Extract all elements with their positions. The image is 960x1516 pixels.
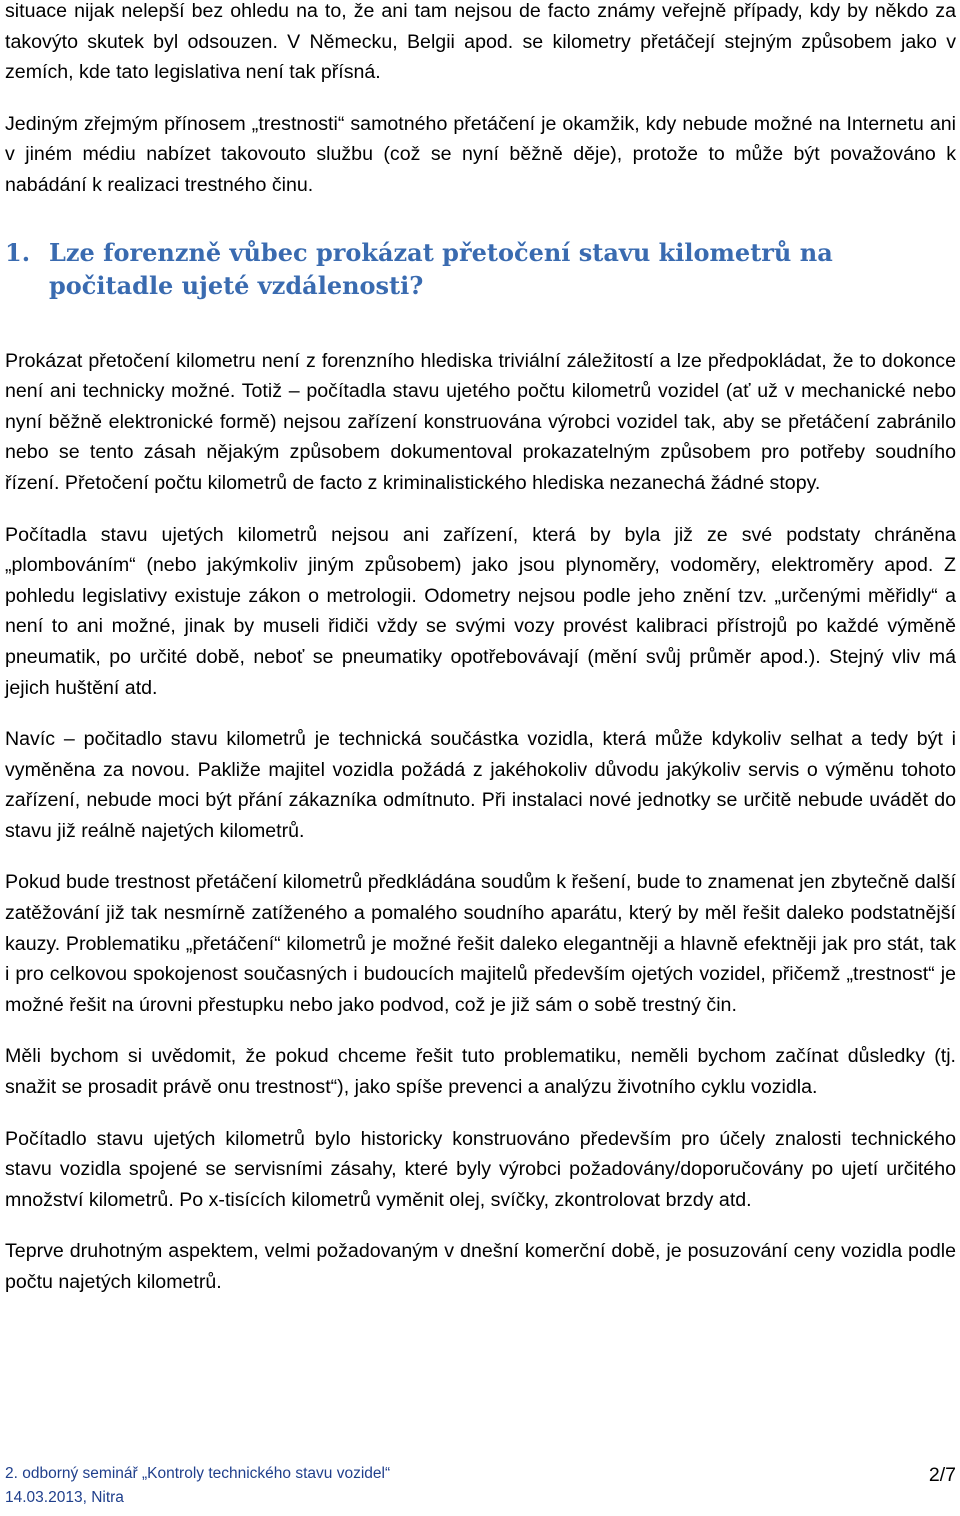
footer-date-place: 14.03.2013, Nitra <box>5 1489 124 1506</box>
section-heading <box>5 236 956 302</box>
paragraph-forenzni: Prokázat přetočení kilometru není z forenzního hlediska triviální záležitostí a lze předpokládat, že to dokonce není ani technicky možné. Totiž – počítadla stavu ujetého počtu kilometrů vozidel (ať už v mechanické nebo nyní běžně elektronické formě) nejsou zařízení konstruována výrobci vozidel tak, aby se přetáčení zabránilo nebo se tento zásah nějakým způsobem dokumentoval prokazatelným způsobem pro potřeby soudního řízení. Přetočení počtu kilometrů de facto z kriminalistického hlediska nezanechá žádné stopy. <box>5 349 956 494</box>
paragraph-trestnost: Jediným zřejmým přínosem „trestnosti“ samotného přetáčení je okamžik, kdy nebude možné na Internetu ani v jiném médiu nabízet takovouto službu (což se nyní běžně děje), protože to může být považováno k nabádání k realizaci trestného činu. <box>5 112 956 196</box>
paragraph-historie: Počítadlo stavu ujetých kilometrů bylo historicky konstruováno především pro účely znalosti technického stavu vozidla spojené se servisními zásahy, které byly výrobci požadovány/doporučovány po ujetí určitého množství kilometrů. Po x-tisících kilometrů vyměnit olej, svíčky, zkontrolovat brzdy atd. <box>5 1127 956 1211</box>
footer-seminar: 2. odborný seminář „Kontroly technického stavu vozidel“ <box>5 1465 391 1482</box>
section-heading-title: Lze forenzně vůbec prokázat přetočení stavu kilometrů na počitadle ujeté vzdálenosti? <box>49 237 833 300</box>
paragraph-prevence: Měli bychom si uvědomit, že pokud chceme řešit tuto problematiku, neměli bychom začínat důsledky (tj. snažit se prosadit právě onu trestnost“), jako spíše prevenci a analýzu životního cyklu vozidla. <box>5 1045 956 1099</box>
paragraph-soudy: Pokud bude trestnost přetáčení kilometrů předkládána soudům k řešení, bude to znamenat jen zbytečně další zatěžování již tak nesmírně zatíženého a pomalého soudního aparátu, který by měl řešit daleko podstatnější kauzy. Problematiku „přetáčení“ kilometrů je možné řešit daleko elegantněji a hlavně efektněji jak pro stát, tak i pro celkovou spokojenost současných i budoucích majitelů především ojetých vozidel, přičemž „trestnost“ je možné řešit na úrovni přestupku nebo jako podvod, což je již sám o sobě trestný čin. <box>5 871 956 1016</box>
page-footer <box>5 1462 956 1510</box>
section-heading-number: 1. <box>5 237 31 267</box>
paragraph-plombovani: Počítadla stavu ujetých kilometrů nejsou ani zařízení, která by byla již ze své podstaty chráněna „plombováním“ (nebo jakýmkoliv jiným způsobem) jako jsou plynoměry, vodoměry, elektroměry apod. Z pohledu legislativy existuje zákon o metrologii. Odometry nejsou podle jeho znění tzv. „určenými měřidly“ a není to ani možné, jinak by museli řidiči vždy se svými vozy provést kalibraci přístrojů po každé výměně pneumatik, po určité době, neboť se pneumatiky opotřebovávají (mění svůj průměr apod.). Stejný vliv má jejich huštění atd. <box>5 523 956 699</box>
paragraph-cena: Teprve druhotným aspektem, velmi požadovaným v dnešní komerční době, je posuzování ceny vozidla podle počtu najetých kilometrů. <box>5 1240 956 1293</box>
paragraph-navic: Navíc – počitadlo stavu kilometrů je technická součástka vozidla, která může kdykoliv selhat a tedy být i vyměněna za novou. Pakliže majitel vozidla požádá z jakéhokoliv důvodu jakýkoliv servis o výměnu tohoto zařízení, nebude moci být přání zákazníka odmítnuto. Při instalaci nové jednotky se určitě nebude uvádět do stavu již reálně najetých kilometrů. <box>5 728 956 842</box>
page-number: 2/7 <box>928 1464 956 1486</box>
document-page <box>5 0 956 1298</box>
paragraph-continuation: situace nijak nelepší bez ohledu na to, že ani tam nejsou de facto známy veřejně případy, kdy by někdo za takovýto skutek byl odsouzen. V Německu, Belgii apod. se kilometry přetáčejí stejným způsobem jako v zemích, kde tato legislativa není tak přísná. <box>5 0 956 84</box>
